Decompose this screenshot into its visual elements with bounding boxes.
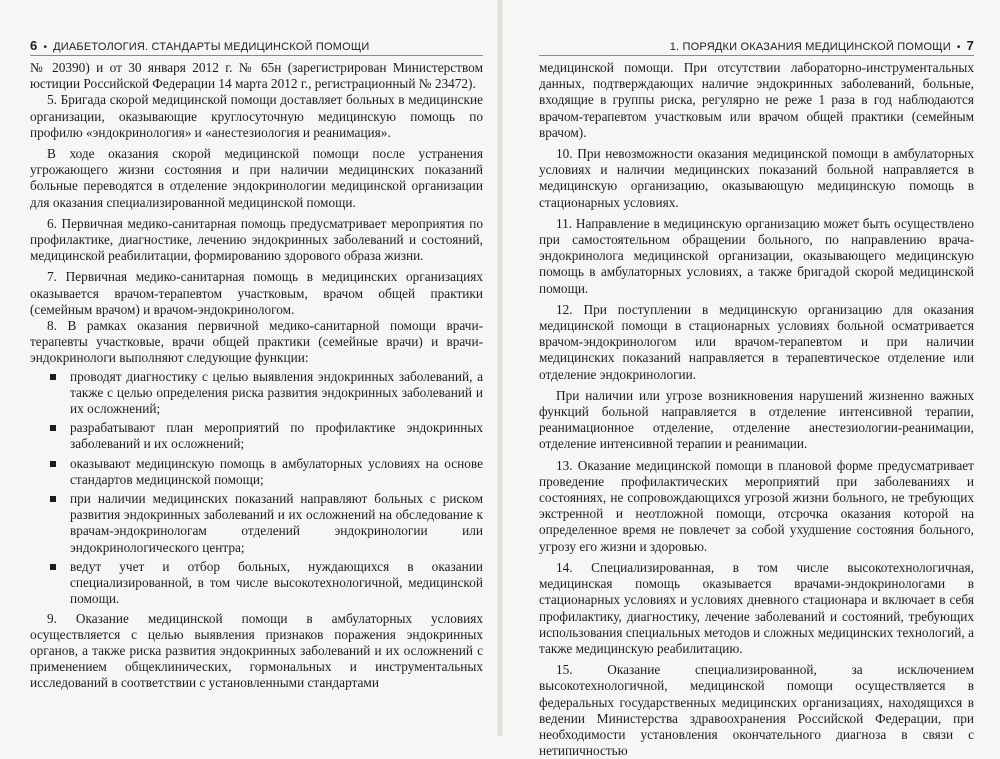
paragraph: № 20390) и от 30 января 2012 г. № 65н (зарегистрирован Министерством юстиции Российской Федерации 14 марта 2012 г., регистрационный № 23472). (30, 60, 483, 92)
square-bullet-icon (50, 461, 56, 467)
page-number: 6 (30, 38, 38, 53)
right-page (503, 0, 1000, 759)
right-page-body (539, 60, 974, 759)
list-item: ведут учет и отбор больных, нуждающихся в оказании специализированной, в том числе высокотехнологичной, медицинской помощи. (30, 559, 483, 608)
list-item: оказывают медицинскую помощь в амбулаторных условиях на основе стандартов медицинской помощи; (30, 456, 483, 488)
paragraph: При наличии или угрозе возникновения нарушений жизненно важных функций больной направляется в отделение интенсивной терапии, реанимационное отделение, отделение анестезиологии-реанимации, отделение интенсивной терапии и реанимации. (539, 387, 974, 452)
running-title: 1. ПОРЯДКИ ОКАЗАНИЯ МЕДИЦИНСКОЙ ПОМОЩИ (669, 41, 951, 53)
paragraph: 5. Бригада скорой медицинской помощи доставляет больных в медицинские организации, оказывающие круглосуточную медицинскую помощь по профилю «эндокринология» и «анестезиология и реанимация». (30, 92, 483, 140)
right-running-header (539, 38, 974, 56)
paragraph: 6. Первичная медико-санитарная помощь предусматривает мероприятия по профилактике, диагностике, лечению эндокринных заболеваний и состояний, медицинской реабилитации, формированию здорового образа жизни. (30, 215, 483, 264)
paragraph: 15. Оказание специализированной, за исключением высокотехнологичной, медицинской помощи осуществляется в федеральных государственных медицинских организациях, находящихся в ведении Министерства здравоохранения Российской Федерации, при необходимости установления окончательного диагноза в связи с нетипичностью (539, 662, 974, 759)
paragraph: 12. При поступлении в медицинскую организацию для оказания медицинской помощи в стационарных условиях больной осматривается врачом-эндокринологом или врачом-терапевтом и при наличии медицинских показаний направляется в терапевтическое отделение или отделение эндокринологии. (539, 301, 974, 382)
paragraph: В ходе оказания скорой медицинской помощи после устранения угрожающего жизни состояния и при наличии медицинских показаний больные переводятся в отделение эндокринологии медицинской организации для оказания специализированной медицинской помощи. (30, 146, 483, 210)
function-list (30, 369, 483, 608)
paragraph: 10. При невозможности оказания медицинской помощи в амбулаторных условиях и наличии медицинских показаний больной направляется в медицинскую организацию, оказывающую медицинскую помощь в стационарных условиях. (539, 146, 974, 210)
running-title: ДИАБЕТОЛОГИЯ. СТАНДАРТЫ МЕДИЦИНСКОЙ ПОМОЩИ (53, 41, 370, 53)
paragraph: 9. Оказание медицинской помощи в амбулаторных условиях осуществляется с целью выявления признаков поражения эндокринных органов, а также риска развития эндокринных заболеваний и их осложнений с применением общеклинических, гормональных и инструментальных исследований в соответствии с установленными стандартами (30, 610, 483, 691)
left-page (0, 0, 497, 736)
paragraph: 11. Направление в медицинскую организацию может быть осуществлено при самостоятельном обращении больного, по направлению врача-эндокринолога медицинской организации, оказывающего медицинскую помощь в амбулаторных условиях, а также бригадой скорой медицинской помощи. (539, 215, 974, 296)
page-number: 7 (966, 38, 974, 53)
paragraph: 14. Специализированная, в том числе высокотехнологичная, медицинская помощь оказывается врачами-эндокринологами в стационарных условиях и условиях дневного стационара и включает в себя профилактику, диагностику, лечение заболеваний и состояний, требующих использования специальных методов и сложных медицинских технологий, а также медицинскую реабилитацию. (539, 559, 974, 656)
square-bullet-icon (50, 564, 56, 570)
square-bullet-icon (50, 425, 56, 431)
left-page-body (30, 60, 483, 692)
list-item: проводят диагностику с целью выявления эндокринных заболеваний, а также с целью определения риска развития эндокринных заболеваний и их осложнений; (30, 369, 483, 418)
list-item: при наличии медицинских показаний направляют больных с риском развития эндокринных заболеваний и их осложнений на обследование к врачам-эндокринологам отделений эндокринологии или эндокринологического центра; (30, 491, 483, 556)
left-running-header (30, 38, 483, 56)
square-bullet-icon (50, 374, 56, 380)
paragraph: 7. Первичная медико-санитарная помощь в медицинских организациях оказывается врачом-терапевтом участковым, врачом общей практики (семейным врачом) и врачом-эндокринологом. (30, 269, 483, 317)
header-bullet: • (43, 42, 48, 53)
paragraph: медицинской помощи. При отсутствии лабораторно-инструментальных данных, подтверждающих наличие эндокринных заболеваний, больные, входящие в группы риска, регулярно не реже 1 раза в год наблюдаются врачом-терапевтом участковым или врачом общей практики (семейным врачом). (539, 60, 974, 140)
paragraph: 13. Оказание медицинской помощи в плановой форме предусматривает проведение профилактических мероприятий при заболеваниях и состояниях, не сопровождающихся угрозой жизни больного, не требующих экстренной и неотложной помощи, отсрочка оказания которой на определенное время не повлечет за собой ухудшение состояния больного, угрозу его жизни и здоровью. (539, 457, 974, 554)
square-bullet-icon (50, 496, 56, 502)
header-bullet: • (956, 42, 961, 53)
list-item: разрабатывают план мероприятий по профилактике эндокринных заболеваний и их осложнений; (30, 420, 483, 452)
paragraph: 8. В рамках оказания первичной медико-санитарной помощи врачи-терапевты участковые, врачи общей практики (семейные врачи) и врачи-эндокринологи выполняют следующие функции: (30, 318, 483, 366)
